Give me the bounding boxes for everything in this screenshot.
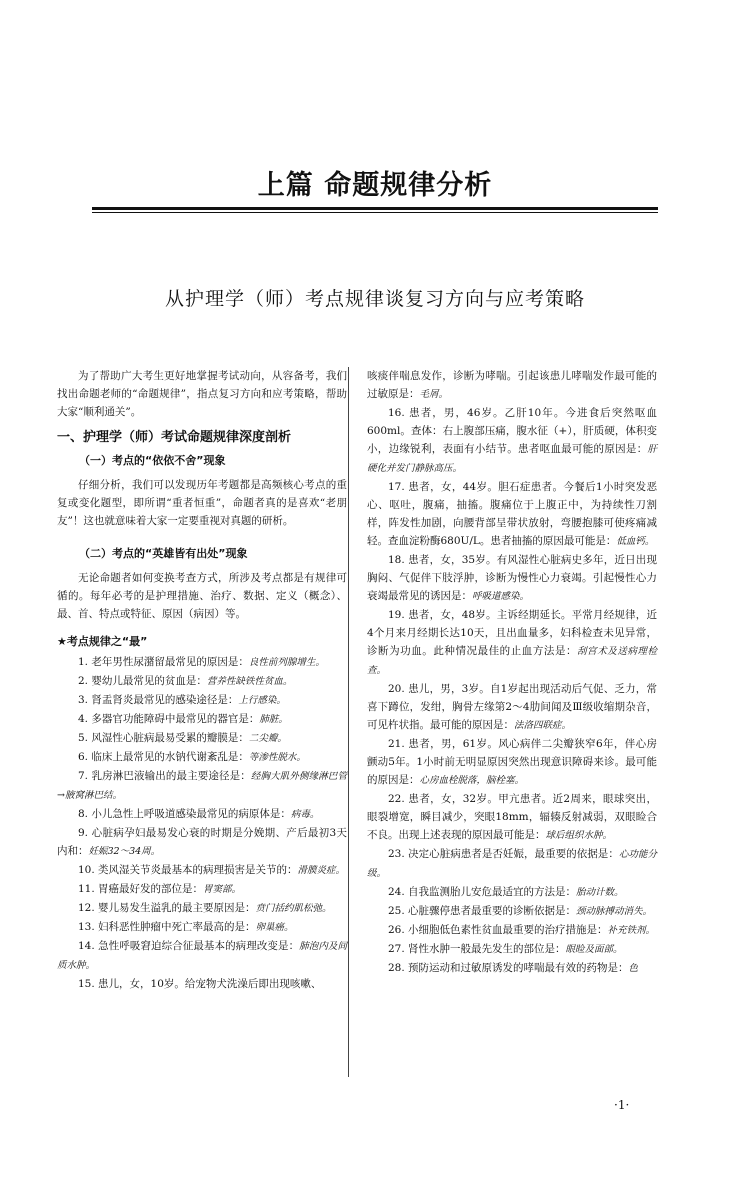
list-item [367,404,657,478]
question-text: 2. 婴幼儿最常见的贫血是： [78,675,207,687]
answer-text: 肺泡内及间质水肿。 [57,941,347,971]
list-item [57,653,347,672]
answer-text: 经胸大肌外侧缘淋巴管→腋窝淋巴结。 [57,771,347,801]
column-divider [348,367,349,1077]
question-text: 4. 多器官功能障碍中最常见的器官是： [78,713,260,725]
question-text: 22. 患者，女，32岁。甲亢患者。近2周来，眼球突出，眼裂增宽，瞬目减少，突眼18mm，辐辏反射减弱，双眼睑合不良。出现上述表现的原因最可能是： [367,793,657,841]
list-item [367,551,657,606]
answer-text: 良性前列腺增生。 [248,657,325,668]
answer-text: 胃窦部。 [203,884,242,895]
question-text: 16. 患者，男，46岁。乙肝10年。今进食后突然呕血600ml。查体：右上腹部压痛，腹水征（+），肝质硬，体积变小，边缘锐利，表面有小结节。患者呕血最可能的原因是： [367,407,657,455]
question-text: 20. 患儿，男，3岁。自1岁起出现活动后气促、乏力，常喜下蹲位，发绀，胸骨左缘第2～4肋间闻及Ⅲ级收缩期杂音，可见杵状指。最可能的原因是： [367,683,657,731]
subsection-heading-1: （一）考点的“依依不舍”现象 [79,454,226,467]
question-text: 15. 患儿，女，10岁。给宠物犬洗澡后即出现咳嗽、 [78,978,322,990]
list-item [57,937,347,975]
question-text: 6. 临床上最常见的水钠代谢紊乱是： [78,751,249,763]
answer-text: 眼睑及面部。 [565,944,623,955]
list-item [367,735,657,790]
list-item [57,824,347,861]
answer-text: 肝硬化并发门静脉高压。 [367,444,657,474]
answer-text: 肺脏。 [259,714,288,725]
answer-text: 心功能分级。 [367,849,657,879]
list-item [57,691,347,710]
subsection-heading-2: （二）考点的“英雄皆有出处”现象 [79,547,248,560]
answer-text: 胎动计数。 [576,887,624,898]
intro-paragraph: 为了帮助广大考生更好地掌握考试动向，从容备考，我们找出命题老师的“命题规律”，指点复习方向和应考策略，帮助大家“顺利通关”。 [57,370,347,418]
rules-heading [57,633,347,651]
question-text: 24. 自我监测胎儿安危最适宜的方法是： [388,886,577,898]
list-item [57,975,347,994]
subsection-text-2: 无论命题者如何变换考查方式，所涉及考点都是有规律可循的。每年必考的是护理措施、治疗、数据、定义（概念）、最、首、特点或特征、原因（病因）等。 [57,572,347,620]
answer-text: 色 [628,963,639,974]
question-text: 19. 患者，女，48岁。主诉经期延长。平常月经规律，近4个月来月经期长达10天，且出血量多，妇科检查未见异常，诊断为功血。此种情况最佳的止血方法是： [367,609,657,657]
answer-text: 妊娠32～34周。 [88,846,161,857]
question-text: 25. 心脏骤停患者最重要的诊断依据是： [388,905,577,917]
question-text: 27. 肾性水肿一般最先发生的部位是： [388,943,566,955]
question-text: 9. 心脏病孕妇最易发心衰的时期是分娩期、产后最初3天内和： [57,827,347,857]
answer-text: 呼吸道感染。 [472,591,530,602]
question-text: 咳痰伴喘息发作，诊断为哮喘。引起该患儿哮喘发作最可能的过敏原是： [367,370,657,400]
question-text: 10. 类风湿关节炎最基本的病理损害是关节的： [78,864,298,876]
subsection-text-1: 仔细分析，我们可以发现历年考题都是高频核心考点的重复或变化题型，即所谓“重者恒重”，命题者真的是喜欢“老朋友”！这也就意味着大家一定要重视对真题的研析。 [57,479,347,527]
list-item [367,680,657,735]
list-item [57,767,347,805]
list-item [367,790,657,845]
list-item [57,880,347,899]
question-text: 1. 老年男性尿潴留最常见的原因是： [78,656,249,668]
question-text: 8. 小儿急性上呼吸道感染最常见的病原体是： [78,808,291,820]
list-item [367,367,657,404]
answer-text: 营养性缺铁性贫血。 [206,676,293,687]
rules-heading-text: 考点规律之“最” [66,635,148,648]
left-column [57,367,347,994]
question-text: 3. 肾盂肾炎最常见的感染途径是： [78,694,239,706]
list-item [367,478,657,551]
list-item [57,918,347,937]
answer-text: 上行感染。 [238,695,286,706]
answer-text: 贲门括约肌松弛。 [255,903,332,914]
question-text: 26. 小细胞低色素性贫血最重要的治疗措施是： [388,924,608,936]
answer-text: 补充铁剂。 [607,925,656,936]
list-item [57,748,347,767]
rules-list-right [367,367,657,978]
list-item [57,710,347,729]
answer-text: 低血钙。 [616,536,655,547]
section-heading: 一、护理学（师）考试命题规律深度剖析 [57,430,292,445]
page-number: ·1· [614,1098,630,1112]
answer-text: 滑膜炎症。 [297,865,346,876]
question-text: 28. 预防运动和过敏原诱发的哮喘最有效的药物是： [388,962,629,974]
title-rule-thick [92,207,658,210]
question-text: 13. 妇科恶性肿瘤中死亡率最高的是： [78,921,256,933]
answer-text: 颈动脉搏动消失。 [576,906,653,917]
answer-text: 等渗性脱水。 [248,752,306,763]
answer-text: 刮宫术及送病理检查。 [367,646,657,676]
list-item [367,940,657,959]
list-item [57,899,347,918]
answer-text: 心房血栓脱落，脑栓塞。 [419,775,525,786]
question-text: 14. 急性呼吸窘迫综合征最基本的病理改变是： [78,940,300,952]
answer-text: 二尖瓣。 [248,733,287,744]
chapter-title: 从护理学（师）考点规律谈复习方向与应考策略 [164,288,585,310]
answer-text: 毛屑。 [419,389,449,400]
list-item [57,729,347,748]
question-text: 12. 婴儿易发生溢乳的最主要原因是： [78,902,256,914]
question-text: 21. 患者，男，61岁。风心病伴二尖瓣狭窄6年，伴心房颤动5年。1小时前无明显原因突然出现意识障碍来诊。最可能的原因是： [367,738,657,786]
question-text: 11. 胃癌最好发的部位是： [78,883,204,895]
answer-text: 卵巢癌。 [255,922,294,933]
list-item [367,606,657,680]
list-item [57,861,347,880]
answer-text: 法洛四联症。 [514,720,572,731]
list-item [367,959,657,978]
question-text: 18. 患者，女，35岁。有风湿性心脏病史多年，近日出现胸闷、气促伴下肢浮肿，诊断为慢性心力衰竭。引起慢性心力衰竭最常见的诱因是： [367,554,657,602]
title-rule-thin [92,212,658,213]
list-item [367,902,657,921]
list-item [367,883,657,902]
question-text: 23. 决定心脏病患者是否妊娠，最重要的依据是： [388,848,619,860]
question-text: 17. 患者，女，44岁。胆石症患者。今餐后1小时突发恶心、呕吐，腹痛，抽搐。腹痛位于上腹正中，为持续性刀割样，阵发性加剧，向腰背部呈带状放射，弯腰抱膝可使疼痛减轻。查血淀粉酶680U/L。患者抽搐的原因最可能是： [367,481,657,547]
rules-list-left [57,653,347,994]
part-title: 上篇 命题规律分析 [257,170,493,201]
question-text: 5. 风湿性心脏病最易受累的瓣膜是： [78,732,249,744]
list-item [367,921,657,940]
answer-text: 球后组织水肿。 [545,830,613,841]
list-item [57,805,347,824]
list-item [367,845,657,883]
question-text: 7. 乳房淋巴液输出的最主要途径是： [78,770,251,782]
star-icon: ★ [57,635,67,648]
list-item [57,672,347,691]
right-column [367,367,657,978]
answer-text: 病毒。 [290,809,320,820]
